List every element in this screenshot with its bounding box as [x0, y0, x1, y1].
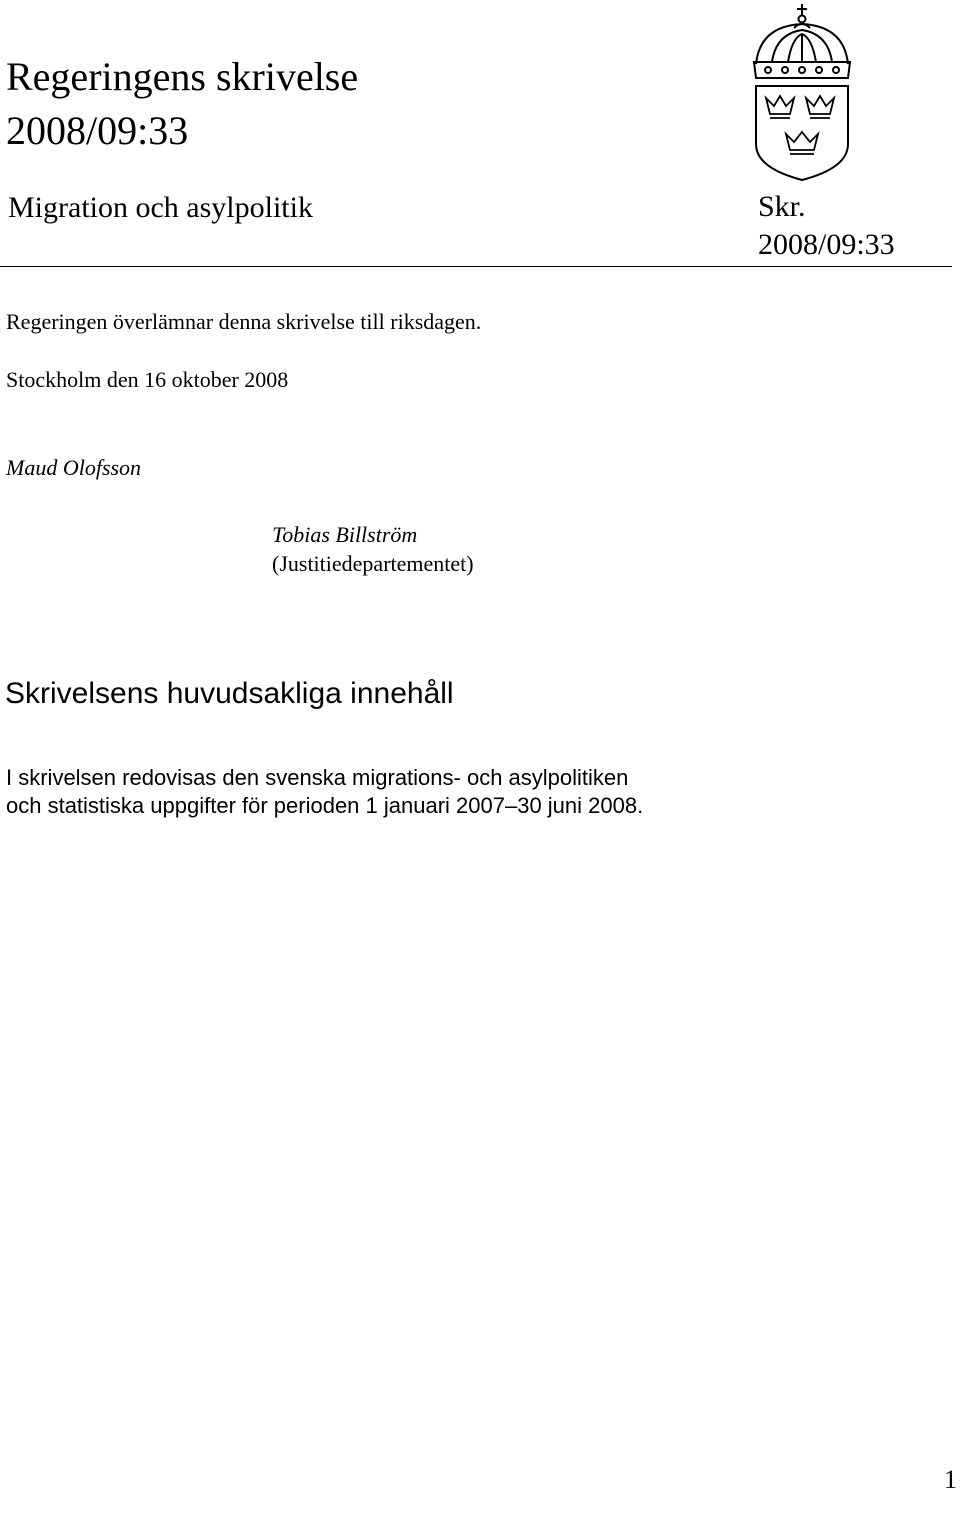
document-title-line-1: Regeringens skrivelse — [6, 54, 359, 99]
summary-line-1: I skrivelsen redovisas den svenska migrations- och asylpolitiken — [6, 765, 629, 790]
document-title — [6, 50, 358, 158]
page-number: 1 — [944, 1465, 957, 1494]
document-subtitle: Migration och asylpolitik — [8, 191, 313, 224]
signer-minister-block — [272, 520, 474, 578]
signer-minister: Tobias Billström — [272, 522, 418, 547]
signer-prime-minister-deputy: Maud Olofsson — [6, 455, 142, 480]
transmittal-text: Regeringen överlämnar denna skrivelse till riksdagen. — [6, 309, 482, 334]
summary-paragraph — [6, 764, 643, 820]
department-name: (Justitiedepartementet) — [272, 551, 474, 576]
reference-number-line-2: 2008/09:33 — [758, 228, 895, 261]
place-and-date: Stockholm den 16 oktober 2008 — [6, 367, 289, 392]
reference-number-line-1: Skr. — [758, 190, 806, 223]
reference-number — [758, 188, 895, 264]
summary-heading: Skrivelsens huvudsakliga innehåll — [5, 677, 454, 710]
document-title-line-2: 2008/09:33 — [6, 108, 189, 153]
swedish-coat-of-arms-icon — [750, 2, 854, 182]
header-divider — [0, 266, 952, 267]
summary-line-2: och statistiska uppgifter för perioden 1 januari 2007–30 juni 2008. — [6, 793, 644, 818]
